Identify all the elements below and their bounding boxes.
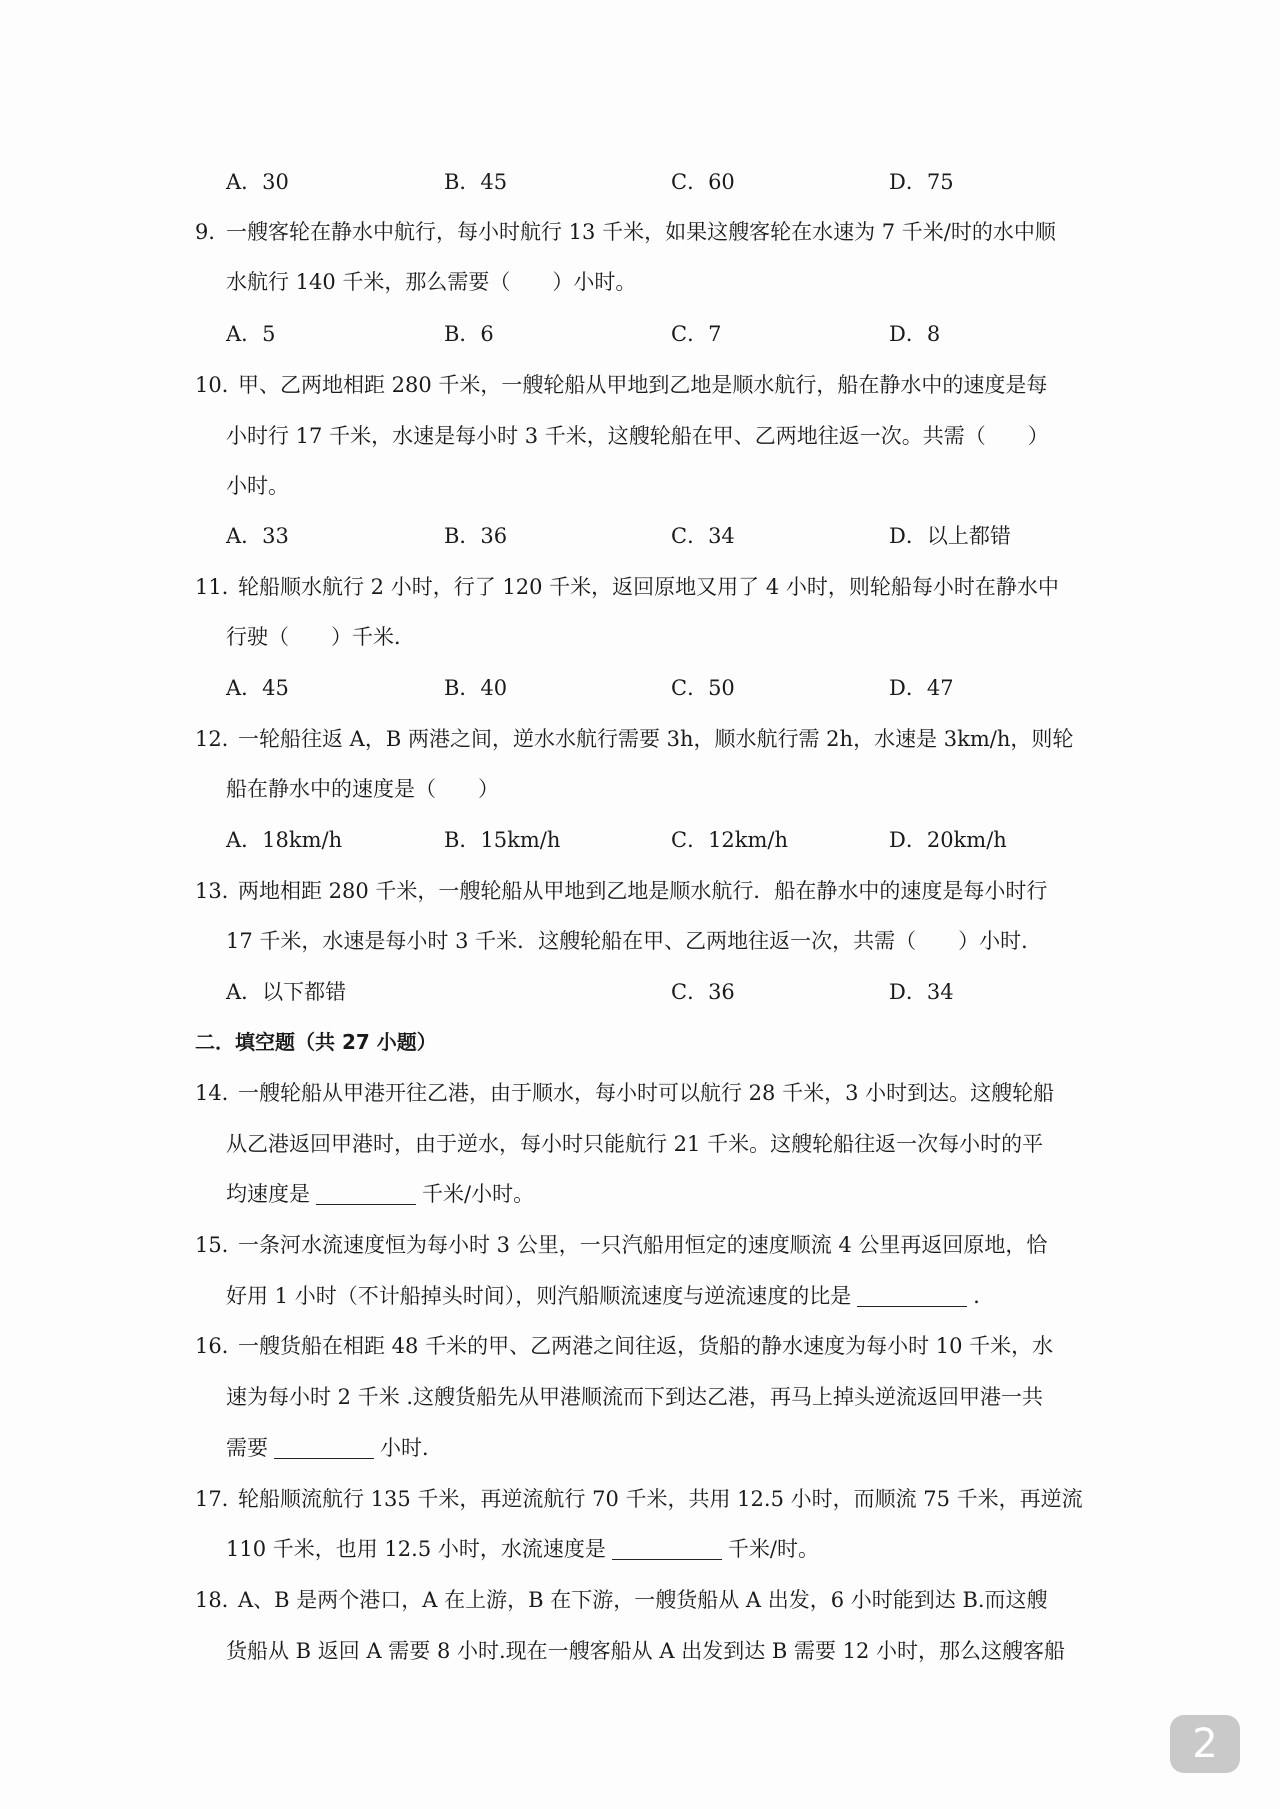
q9-text-2: 水航行 140 千米，那么需要（ ）小时。	[226, 270, 637, 294]
q9-option-b: B．6	[444, 322, 494, 346]
q16-number: 16．	[195, 1334, 243, 1358]
q10-text-2: 小时行 17 千米，水速是每小时 3 千米，这艘轮船在甲、乙两地往返一次。共需（ ）	[226, 424, 1049, 448]
q9-text-1: 一艘客轮在静水中航行，每小时航行 13 千米，如果这艘客轮在水速为 7 千米/时的水中顺	[226, 220, 1056, 244]
q17-line-1	[0, 1479, 1280, 1519]
q10-line-1	[0, 365, 1280, 405]
q17-text-2	[226, 1529, 819, 1569]
q14-number: 14．	[195, 1081, 243, 1105]
q10-option-c: C．34	[671, 524, 735, 548]
q10-option-b: B．36	[444, 524, 508, 548]
q12-option-b: B．15km/h	[444, 828, 561, 852]
q9-option-a: A．5	[226, 322, 276, 346]
q11-option-c: C．50	[671, 676, 735, 700]
q13-line-1	[0, 871, 1280, 911]
q14-text-3	[226, 1174, 534, 1214]
q13-text-1: 两地相距 280 千米，一艘轮船从甲地到乙地是顺水航行．船在静水中的速度是每小时行	[238, 879, 1048, 903]
q17-number: 17．	[195, 1487, 243, 1511]
q17-text-2a: 110 千米，也用 12.5 小时，水流速度是	[226, 1537, 606, 1561]
q12-line-2	[0, 769, 1280, 809]
q11-option-b: B．40	[444, 676, 508, 700]
q13-line-2	[0, 921, 1280, 961]
q17-text-1: 轮船顺流航行 135 千米，再逆流航行 70 千米，共用 12.5 小时，而顺流 75 千米，再逆流	[238, 1487, 1083, 1511]
q10-text-1: 甲、乙两地相距 280 千米，一艘轮船从甲地到乙地是顺水航行，船在静水中的速度是每	[238, 373, 1048, 397]
q16-text-1: 一艘货船在相距 48 千米的甲、乙两港之间往返，货船的静水速度为每小时 10 千米，水	[238, 1334, 1054, 1358]
q12-text-2: 船在静水中的速度是（ ）	[226, 777, 499, 801]
q15-text-2a: 好用 1 小时（不计船掉头时间），则汽船顺流速度与逆流速度的比是	[226, 1284, 852, 1308]
q15-line-2	[0, 1276, 1280, 1316]
q14-text-3b: 千米/小时。	[422, 1182, 535, 1206]
q18-line-1	[0, 1580, 1280, 1620]
q14-text-1: 一艘轮船从甲港开往乙港，由于顺水，每小时可以航行 28 千米，3 小时到达。这艘轮船	[238, 1081, 1055, 1105]
q12-line-1	[0, 719, 1280, 759]
q13-text-2: 17 千米，水速是每小时 3 千米．这艘轮船在甲、乙两地往返一次，共需（ ）小时．	[226, 929, 1043, 953]
q9-line-1	[0, 212, 1280, 252]
q15-text-1: 一条河水流速度恒为每小时 3 公里，一只汽船用恒定的速度顺流 4 公里再返回原地，恰	[238, 1233, 1048, 1257]
q15-text-2b: ．	[973, 1284, 995, 1308]
q10-text-3: 小时。	[226, 474, 289, 498]
q16-text-2: 速为每小时 2 千米 .这艘货船先从甲港顺流而下到达乙港，再马上掉头逆流返回甲港一共	[226, 1385, 1044, 1409]
q14-text-3a: 均速度是	[226, 1182, 310, 1206]
q14-line-1	[0, 1073, 1280, 1113]
q11-text-1: 轮船顺水航行 2 小时，行了 120 千米，返回原地又用了 4 小时，则轮船每小时在静水中	[238, 575, 1059, 599]
q11-option-d: D．47	[889, 676, 954, 700]
section-2-title: 二．填空题（共 27 小题）	[195, 1030, 437, 1054]
q9-options	[0, 314, 1280, 354]
q17-text-2b: 千米/时。	[727, 1537, 819, 1561]
q17-answer-blank[interactable]	[612, 1537, 722, 1560]
q10-option-d: D．以上都错	[889, 524, 1011, 548]
section-2-row	[0, 1022, 1280, 1062]
q9-option-c: C．7	[671, 322, 722, 346]
q14-line-3	[0, 1174, 1280, 1214]
q10-options	[0, 516, 1280, 556]
q16-text-3	[226, 1428, 443, 1468]
q14-text-2: 从乙港返回甲港时，由于逆水，每小时只能航行 21 千米。这艘轮船往返一次每小时的平	[226, 1132, 1044, 1156]
q12-text-1: 一轮船往返 A，B 两港之间，逆水水航行需要 3h，顺水航行需 2h，水速是 3km/h，则轮	[238, 727, 1074, 751]
q10-option-a: A．33	[226, 524, 289, 548]
q16-line-1	[0, 1326, 1280, 1366]
q16-text-3b: 小时．	[380, 1436, 443, 1460]
q8-option-c: C．60	[671, 170, 735, 194]
q14-answer-blank[interactable]	[316, 1182, 416, 1205]
q12-number: 12．	[195, 727, 243, 751]
q12-option-a: A．18km/h	[226, 828, 343, 852]
q11-text-2: 行驶（ ）千米．	[226, 625, 415, 649]
page-number-badge[interactable]: 2	[1170, 1715, 1240, 1773]
q13-option-d: D．34	[889, 980, 954, 1004]
q17-line-2	[0, 1529, 1280, 1569]
q8-option-b: B．45	[444, 170, 508, 194]
q18-text-2: 货船从 B 返回 A 需要 8 小时.现在一艘客船从 A 出发到达 B 需要 12 小时，那么这艘客船	[226, 1639, 1066, 1663]
q18-number: 18．	[195, 1588, 243, 1612]
q12-option-c: C．12km/h	[671, 828, 789, 852]
q15-answer-blank[interactable]	[857, 1284, 967, 1307]
q12-options	[0, 820, 1280, 860]
q8-option-a: A．30	[226, 170, 289, 194]
q15-text-2	[226, 1276, 994, 1316]
q8-option-d: D．75	[889, 170, 954, 194]
q13-options	[0, 972, 1280, 1012]
q10-line-3	[0, 466, 1280, 506]
q9-number: 9．	[195, 220, 230, 244]
q14-line-2	[0, 1124, 1280, 1164]
q9-line-2	[0, 262, 1280, 302]
q18-line-2	[0, 1631, 1280, 1671]
q8-options	[0, 162, 1280, 202]
q13-number: 13．	[195, 879, 243, 903]
q16-text-3a: 需要	[226, 1436, 268, 1460]
q15-line-1	[0, 1225, 1280, 1265]
q9-option-d: D．8	[889, 322, 941, 346]
q13-option-a: A．以下都错	[226, 980, 347, 1004]
q11-number: 11．	[195, 575, 243, 599]
q12-option-d: D．20km/h	[889, 828, 1007, 852]
q10-number: 10．	[195, 373, 243, 397]
q11-options	[0, 668, 1280, 708]
q16-line-2	[0, 1377, 1280, 1417]
q15-number: 15．	[195, 1233, 243, 1257]
q10-line-2	[0, 416, 1280, 456]
q11-line-1	[0, 567, 1280, 607]
q11-option-a: A．45	[226, 676, 289, 700]
q13-option-c: C．36	[671, 980, 735, 1004]
q16-line-3	[0, 1428, 1280, 1468]
q18-text-1: A、B 是两个港口，A 在上游，B 在下游，一艘货船从 A 出发，6 小时能到达 B.而这艘	[238, 1588, 1048, 1612]
q16-answer-blank[interactable]	[274, 1436, 374, 1459]
q11-line-2	[0, 617, 1280, 657]
